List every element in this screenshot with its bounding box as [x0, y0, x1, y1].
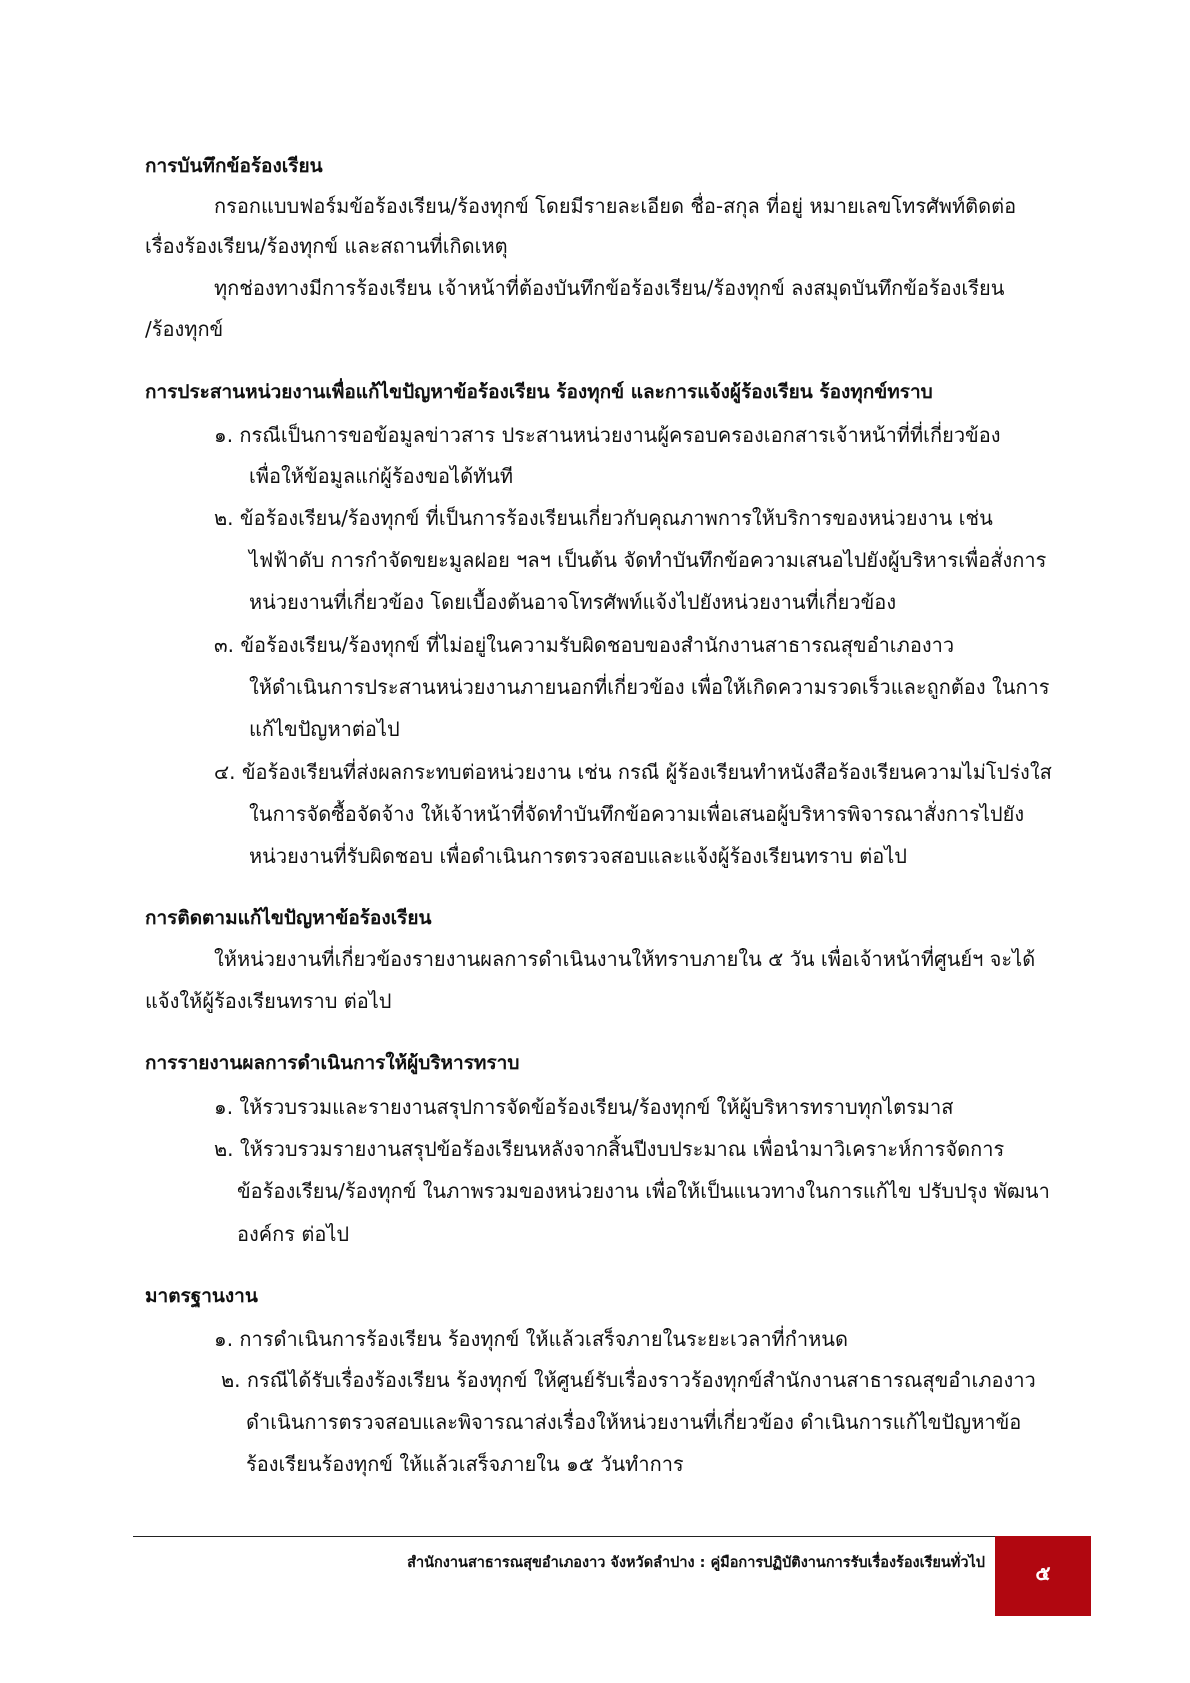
list-item-continuation: ดำเนินการตรวจสอบและพิจารณาส่งเรื่องให้หน่วยงานที่เกี่ยวข้อง ดำเนินการแก้ไขปัญหาข้อ	[246, 1410, 1022, 1434]
list-item-continuation: ในการจัดซื้อจัดจ้าง ให้เจ้าหน้าที่จัดทำบันทึกข้อความเพื่อเสนอผู้บริหารพิจารณาสั่งการไปยัง	[249, 802, 1025, 826]
paragraph-line: ให้หน่วยงานที่เกี่ยวข้องรายงานผลการดำเนินงานให้ทราบภายใน ๕ วัน เพื่อเจ้าหน้าที่ศูนย์ฯ จะได้	[214, 947, 1036, 971]
list-item-continuation: หน่วยงานที่เกี่ยวข้อง โดยเบื้องต้นอาจโทรศัพท์แจ้งไปยังหน่วยงานที่เกี่ยวข้อง	[249, 590, 897, 614]
paragraph-line: กรอกแบบฟอร์มข้อร้องเรียน/ร้องทุกข์ โดยมีรายละเอียด ชื่อ-สกุล ที่อยู่ หมายเลขโทรศัพท์ติดต่อ	[214, 194, 1017, 218]
list-item: ๓. ข้อร้องเรียน/ร้องทุกข์ ที่ไม่อยู่ในความรับผิดชอบของสำนักงานสาธารณสุขอำเภองาว	[214, 633, 955, 657]
paragraph-line: เรื่องร้องเรียน/ร้องทุกข์ และสถานที่เกิดเหตุ	[145, 234, 508, 258]
section-heading-record: การบันทึกข้อร้องเรียน	[145, 155, 323, 177]
page-number: ๕	[1035, 1561, 1051, 1585]
list-item-continuation: หน่วยงานที่รับผิดชอบ เพื่อดำเนินการตรวจสอบและแจ้งผู้ร้องเรียนทราบ ต่อไป	[249, 844, 907, 868]
list-item-continuation: องค์กร ต่อไป	[237, 1222, 350, 1246]
list-item: ๔. ข้อร้องเรียนที่ส่งผลกระทบต่อหน่วยงาน เช่น กรณี ผู้ร้องเรียนทำหนังสือร้องเรียนความไม่โปร่งใส	[214, 760, 1052, 784]
list-item: ๑. กรณีเป็นการขอข้อมูลข่าวสาร ประสานหน่วยงานผู้ครอบครองเอกสารเจ้าหน้าที่ที่เกี่ยวข้อง	[214, 423, 1001, 447]
paragraph-line: แจ้งให้ผู้ร้องเรียนทราบ ต่อไป	[145, 989, 392, 1013]
list-item-continuation: เพื่อให้ข้อมูลแก่ผู้ร้องขอได้ทันที	[249, 464, 514, 488]
section-heading-standards: มาตรฐานงาน	[145, 1285, 258, 1307]
section-heading-followup: การติดตามแก้ไขปัญหาข้อร้องเรียน	[145, 907, 432, 929]
list-item-continuation: ไฟฟ้าดับ การกำจัดขยะมูลฝอย ฯลฯ เป็นต้น จัดทำบันทึกข้อความเสนอไปยังผู้บริหารเพื่อสั่งการ	[249, 548, 1047, 572]
list-item: ๑. การดำเนินการร้องเรียน ร้องทุกข์ ให้แล้วเสร็จภายในระยะเวลาที่กำหนด	[214, 1327, 848, 1351]
list-item: ๑. ให้รวบรวมและรายงานสรุปการจัดข้อร้องเรียน/ร้องทุกข์ ให้ผู้บริหารทราบทุกไตรมาส	[214, 1095, 954, 1119]
list-item: ๒. ให้รวบรวมรายงานสรุปข้อร้องเรียนหลังจากสิ้นปีงบประมาณ เพื่อนำมาวิเคราะห์การจัดการ	[214, 1137, 1005, 1161]
list-item-continuation: ข้อร้องเรียน/ร้องทุกข์ ในภาพรวมของหน่วยงาน เพื่อให้เป็นแนวทางในการแก้ไข ปรับปรุง พัฒนา	[237, 1179, 1050, 1203]
section-heading-coordination: การประสานหน่วยงานเพื่อแก้ไขปัญหาข้อร้องเรียน ร้องทุกข์ และการแจ้งผู้ร้องเรียน ร้องทุกข์ทราบ	[145, 381, 933, 403]
section-heading-reporting: การรายงานผลการดำเนินการให้ผู้บริหารทราบ	[145, 1052, 520, 1074]
list-item: ๒. กรณีได้รับเรื่องร้องเรียน ร้องทุกข์ ให้ศูนย์รับเรื่องราวร้องทุกข์สำนักงานสาธารณสุขอำเภองาว	[221, 1368, 1036, 1392]
paragraph-line: ทุกช่องทางมีการร้องเรียน เจ้าหน้าที่ต้องบันทึกข้อร้องเรียน/ร้องทุกข์ ลงสมุดบันทึกข้อร้องเรียน	[214, 276, 1005, 300]
footer-text: สำนักงานสาธารณสุขอำเภองาว จังหวัดลำปาง : คู่มือการปฏิบัติงานการรับเรื่องร้องเรียนทั่วไป	[407, 1555, 985, 1571]
paragraph-line: /ร้องทุกข์	[145, 317, 224, 341]
footer-divider	[133, 1536, 995, 1537]
list-item: ๒. ข้อร้องเรียน/ร้องทุกข์ ที่เป็นการร้องเรียนเกี่ยวกับคุณภาพการให้บริการของหน่วยงาน เช่น	[214, 506, 993, 530]
page-number-badge	[995, 1536, 1091, 1616]
list-item-continuation: แก้ไขปัญหาต่อไป	[249, 717, 400, 741]
list-item-continuation: ให้ดำเนินการประสานหน่วยงานภายนอกที่เกี่ยวข้อง เพื่อให้เกิดความรวดเร็วและถูกต้อง ในการ	[249, 675, 1050, 699]
list-item-continuation: ร้องเรียนร้องทุกข์ ให้แล้วเสร็จภายใน ๑๕ วันทำการ	[246, 1452, 684, 1476]
